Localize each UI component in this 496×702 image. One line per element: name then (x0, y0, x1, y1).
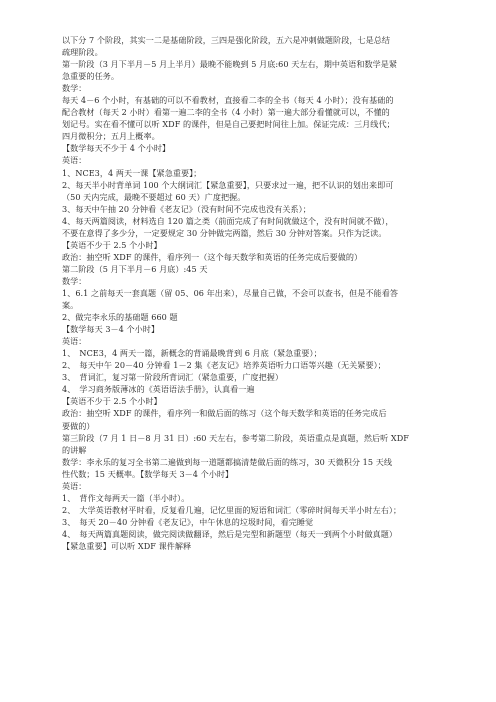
document-body (62, 34, 432, 552)
text-line: 数学： (62, 275, 87, 286)
text-line: （50 天内完成，最晚不要超过 60 天）广度把握。 (62, 191, 246, 202)
text-line: 案。 (62, 300, 79, 311)
text-line: 数学： (62, 83, 87, 94)
text-line: 性代数；15 天概率。【数学每天 3－4 个小时】 (62, 468, 234, 479)
text-line: 疏理阶段。 (62, 47, 103, 58)
text-line: 【数学每天不少于 4 个小时】 (62, 143, 171, 154)
text-line: 4、 学习商务版薄冰的《英语语法手册》，认真看一遍 (62, 384, 255, 395)
text-line: 4、每天两篇阅读，材料选自 120 篇之类（前面完成了有时间就做这个，没有时间就不做）， (62, 215, 394, 226)
text-line: 【数学每天 3－4 个小时】 (62, 324, 160, 335)
text-line: 的讲解 (62, 444, 87, 455)
text-line: 英语： (62, 336, 87, 347)
text-line: 第二阶段（5 月下半月－6 月底）:45 天 (62, 263, 208, 274)
text-line: 以下分 7 个阶段，其实一二是基础阶段，三四是强化阶段，五六是冲刺做题阶段，七是总结 (62, 35, 391, 45)
text-line: 1、 背作文每两天一篇（半小时）。 (62, 492, 190, 503)
text-line: 2、 每天中午 20－40 分钟看 1－2 集《老友记》培养英语听力口语等兴趣（无关紧要）； (62, 360, 386, 371)
text-line: 政治：抽空听 XDF 的课件，看序列一和做后面的练习（这个每天数学和英语的任务完成后 (62, 408, 387, 419)
text-line: 第三阶段（7 月 1 日－8 月 31 日）:60 天左右，参考第二阶段，英语重点是真题，然后听 XDF (62, 432, 409, 443)
text-line: 配合教材（每天 2 小时）看第一遍二李的全书（4 小时）第一遍大部分看懂就可以，不懂的 (62, 107, 390, 118)
text-line: 【英语不少于 2.5 个小时】 (62, 396, 162, 407)
text-line: 要做的） (62, 420, 95, 431)
text-line: 1、6.1 之前每天一套真题（留 05、06 年出来），尽量自己做，不会可以查书，但是不能看答 (62, 287, 399, 298)
text-line: 英语： (62, 155, 87, 166)
text-line: 【英语不少于 2.5 个小时】 (62, 239, 162, 250)
text-line: 3、 背词汇，复习第一阶段所背词汇（紧急重要，广度把握） (62, 372, 284, 383)
text-line: 每天 4－6 个小时，有基础的可以不看教材，直接看二李的全书（每天 4 小时）；没有基础的 (62, 95, 394, 106)
text-line: 英语： (62, 480, 87, 491)
text-line: 1、NCE3，4 两天一课【紧急重要】； (62, 167, 202, 178)
text-line: 3、 每天 20－40 分钟看《老友记》，中午休息的垃圾时间，看完睡觉 (62, 516, 314, 527)
text-line: 1、 NCE3，4 两天一篇，新概念的背诵最晚背到 6 月底（紧急重要）； (62, 348, 322, 359)
text-line: 2、做完李永乐的基础题 660 题 (62, 312, 178, 323)
text-line: 2、每天半小时背单词 100 个大纲词汇【紧急重要】，只要求过一遍，把不认识的划出来即可 (62, 179, 394, 190)
text-line: 第一阶段（3 月下半月－5 月上半月）最晚不能晚到 5 月底:60 天左右，期中英语和数学是紧 (62, 59, 398, 70)
text-line: 急重要的任务。 (62, 71, 120, 82)
text-line: 数学：李永乐的复习全书第二遍做到每一道题都搞清楚做后面的练习，30 天微积分 15 天线 (62, 456, 392, 467)
text-line: 四月微积分；五月上概率。 (62, 131, 160, 142)
text-line: 4、 每天两篇真题阅读，做完阅读做翻译，然后是完型和新题型（每天一到两个小时做真题） (62, 528, 398, 539)
text-line: 2、 大学英语教材平时看，反复看几遍，记忆里面的短语和词汇（零碎时间每天半小时左右）； (62, 504, 402, 515)
text-line: 【紧急重要】可以听 XDF 课件解释 (62, 540, 192, 551)
text-line: 划记号。实在看不懂可以听 XDF 的课件，但是自己要把时间往上加。保证完成：三月线代； (62, 119, 395, 130)
text-line: 不要在意得了多少分，一定要规定 30 分钟做完两篇，然后 30 分钟对答案。只作为泛读。 (62, 227, 387, 238)
text-line: 3、每天中午抽 20 分钟看《老友记》（没有时间不完成也没有关系）； (62, 203, 311, 214)
text-line: 政治：抽空听 XDF 的课件，看序列一（这个每天数学和英语的任务完成后要做的） (62, 251, 363, 262)
